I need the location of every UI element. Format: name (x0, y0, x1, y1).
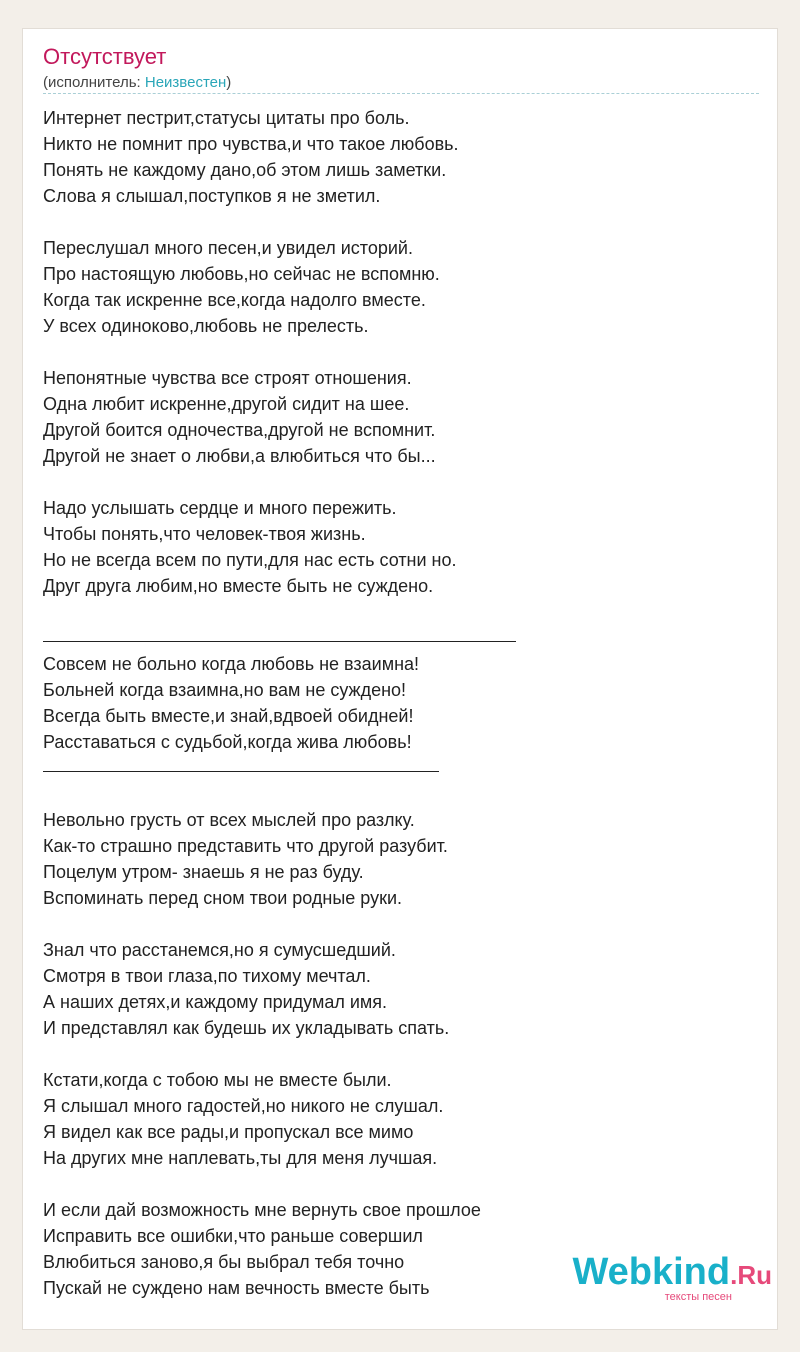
stanza-gap (43, 1041, 743, 1067)
lyric-line: Кстати,когда с тобою мы не вместе были. (43, 1070, 392, 1090)
lyric-line: Расставаться с судьбой,когда жива любовь! (43, 732, 412, 752)
lyric-line: И если дай возможность мне вернуть свое прошлое (43, 1200, 481, 1220)
logo-subtitle: тексты песен (664, 1291, 732, 1303)
lyric-line: У всех одиноково,любовь не прелесть. (43, 316, 369, 336)
lyric-line: Вспоминать перед сном твои родные руки. (43, 888, 403, 908)
lyric-line: Совсем не больно когда любовь не взаимна! (43, 654, 420, 674)
artist-prefix: (исполнитель: (43, 74, 145, 91)
lyric-line: Знал что расстанемся,но я сумусшедший. (43, 940, 396, 960)
lyric-line: Другой не знает о любви,а влюбиться что бы... (43, 446, 436, 466)
lyric-line: Когда так искренне все,когда надолго вместе. (43, 290, 426, 310)
lyric-line: Я видел как все рады,и пропускал все мимо (43, 1122, 414, 1142)
lyric-line: Пускай не суждено нам вечность вместе быть (43, 1278, 430, 1298)
artist-line (43, 73, 231, 93)
logo-main-text: Webkind (572, 1251, 731, 1293)
lyrics-text (43, 105, 743, 1301)
lyrics-card (22, 28, 778, 1330)
lyric-line: Понять не каждому дано,об этом лишь заметки. (43, 160, 447, 180)
webkind-logo[interactable] (572, 1252, 772, 1303)
lyric-line: Интернет пестрит,статусы цитаты про боль. (43, 108, 410, 128)
separator-rule (43, 625, 743, 651)
lyric-line: Чтобы понять,что человек-твоя жизнь. (43, 524, 366, 544)
lyric-line: Слова я слышал,поступков я не зметил. (43, 186, 381, 206)
lyric-line: Никто не помнит про чувства,и что такое любовь. (43, 134, 459, 154)
underline-rule (43, 771, 439, 772)
lyric-line: Невольно грусть от всех мыслей про разлку. (43, 810, 415, 830)
title-divider (43, 93, 759, 94)
stanza-gap (43, 339, 743, 365)
artist-suffix: ) (226, 74, 232, 91)
stanza-gap (43, 209, 743, 235)
lyric-line: Я слышал много гадостей,но никого не слушал. (43, 1096, 444, 1116)
stanza-gap (43, 1171, 743, 1197)
lyric-line: А наших детях,и каждому придумал имя. (43, 992, 388, 1012)
stanza-gap (43, 599, 743, 625)
song-title: Отсутствует (43, 44, 167, 69)
logo-domain: .Ru (730, 1260, 772, 1290)
lyric-line: Переслушал много песен,и увидел историй. (43, 238, 413, 258)
lyric-line: На других мне наплевать,ты для меня лучшая. (43, 1148, 438, 1168)
separator-rule (43, 755, 743, 781)
lyric-line: Исправить все ошибки,что раньше совершил (43, 1226, 423, 1246)
lyric-line: Поцелум утром- знаешь я не раз буду. (43, 862, 364, 882)
lyric-line: Смотря в твои глаза,по тихому мечтал. (43, 966, 371, 986)
lyric-line: Друг друга любим,но вместе быть не суждено. (43, 576, 434, 596)
lyric-line: Про настоящую любовь,но сейчас не вспомню. (43, 264, 440, 284)
lyric-line: Одна любит искренне,другой сидит на шее. (43, 394, 410, 414)
underline-rule (43, 641, 516, 642)
lyric-line: Другой боится одночества,другой не вспомнит. (43, 420, 436, 440)
lyric-line: Влюбиться заново,я бы выбрал тебя точно (43, 1252, 405, 1272)
stanza-gap (43, 781, 743, 807)
logo-wordmark (572, 1252, 772, 1295)
lyric-line: Но не всегда всем по пути,для нас есть сотни но. (43, 550, 457, 570)
lyric-line: Непонятные чувства все строят отношения. (43, 368, 412, 388)
lyric-line: Всегда быть вместе,и знай,вдвоей обидней! (43, 706, 414, 726)
stanza-gap (43, 469, 743, 495)
lyric-line: Надо услышать сердце и много пережить. (43, 498, 397, 518)
stanza-gap (43, 911, 743, 937)
artist-link[interactable]: Неизвестен (144, 74, 227, 91)
lyric-line: И представлял как будешь их укладывать спать. (43, 1018, 450, 1038)
lyric-line: Как-то страшно представить что другой разубит. (43, 836, 448, 856)
lyric-line: Больней когда взаимна,но вам не суждено! (43, 680, 407, 700)
